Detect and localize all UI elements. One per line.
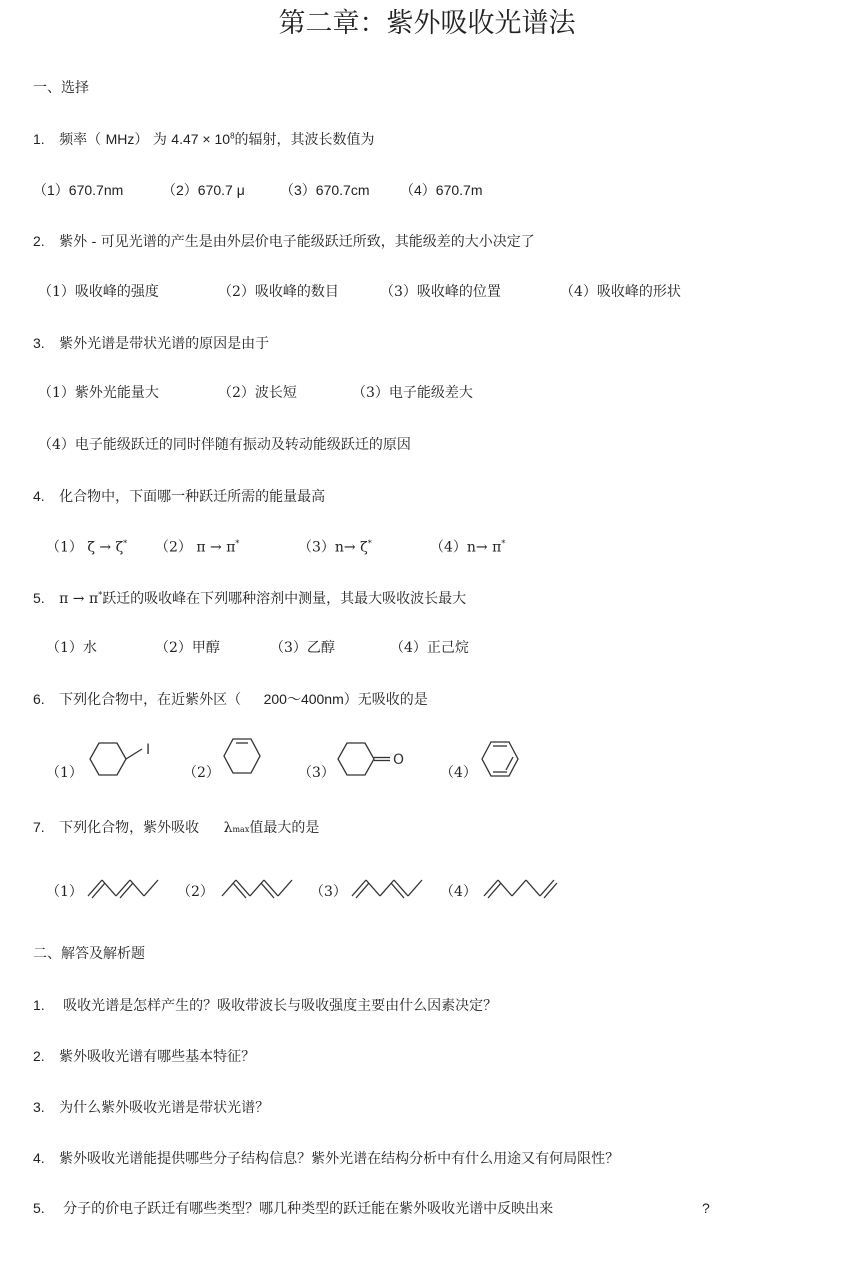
question-mark: ? xyxy=(702,1200,710,1216)
q4-option-1: （1） ζ → ζ* xyxy=(46,539,128,556)
answer-question-3: 3. 为什么紫外吸收光谱是带状光谱？ xyxy=(33,1099,270,1116)
iodine-atom-label: I xyxy=(146,742,151,758)
q5-option-1: （1）水 xyxy=(46,640,97,656)
q7-option-2: （2） xyxy=(177,884,214,900)
frequency-value: 4.47 × 10 xyxy=(171,131,231,147)
question-6: 6. 下列化合物中，在近紫外区（ 200～400nm）无吸收的是 xyxy=(33,691,428,708)
section-heading-choice: 一、选择 xyxy=(33,80,89,96)
polyene-structure-3 xyxy=(352,876,426,900)
question-number: 1. xyxy=(33,131,45,147)
q5-option-2: （2）甲醇 xyxy=(155,640,220,656)
question-1: 1. 频率（ MHz） 为 $4.47 \times 10^8$的辐射，其波长数值为 xyxy=(33,131,375,148)
answer-question-5: 5. 分子的价电子跃迁有哪些类型？哪几种类型的跃迁能在紫外吸收光谱中反映出来 xyxy=(33,1200,554,1217)
question-2: 2. 紫外 - 可见光谱的产生是由外层价电子能级跃迁所致，其能级差的大小决定了 xyxy=(33,233,535,250)
oxygen-atom-label: O xyxy=(393,752,405,768)
q1-option-3: （3）670.7cm xyxy=(280,182,370,198)
polyene-structure-2 xyxy=(222,876,296,900)
q2-option-4: （4）吸收峰的形状 xyxy=(560,284,681,300)
q4-option-3: （3）n→ ζ* xyxy=(298,539,372,556)
answer-question-2: 2. 紫外吸收光谱有哪些基本特征？ xyxy=(33,1048,256,1065)
q6-option-1: （1） xyxy=(46,765,83,781)
q1-option-1: （1）670.7nm xyxy=(33,182,124,198)
page-title: 第二章：紫外吸收光谱法 xyxy=(278,8,576,39)
answer-question-1: 1. 吸收光谱是怎样产生的？吸收带波长与吸收强度主要由什么因素决定？ xyxy=(33,997,498,1014)
polyene-structure-1 xyxy=(88,876,162,900)
q7-option-3: （3） xyxy=(310,884,347,900)
answer-question-4: 4. 紫外吸收光谱能提供哪些分子结构信息？紫外光谱在结构分析中有什么用途又有何局限性？ xyxy=(33,1150,620,1167)
q3-option-4: （4）电子能级跃迁的同时伴随有振动及转动能级跃迁的原因 xyxy=(38,437,411,453)
section-heading-answers: 二、解答及解析题 xyxy=(33,946,145,962)
q2-option-1: （1）吸收峰的强度 xyxy=(38,284,159,300)
q6-option-4: （4） xyxy=(440,765,477,781)
q1-option-2: （2）670.7 μ xyxy=(162,182,245,198)
polyene-structure-4 xyxy=(484,876,558,900)
q2-option-3: （3）吸收峰的位置 xyxy=(380,284,501,300)
q3-option-1: （1）紫外光能量大 xyxy=(38,385,159,401)
iodocyclohexane-structure xyxy=(90,738,160,784)
q2-option-2: （2）吸收峰的数目 xyxy=(218,284,339,300)
q6-option-2: （2） xyxy=(183,765,220,781)
q7-option-4: （4） xyxy=(440,884,477,900)
question-7: 7. 下列化合物，紫外吸收 λmax值最大的是 xyxy=(33,819,320,836)
cyclohexene-structure xyxy=(224,736,264,778)
q1-option-4: （4）670.7m xyxy=(400,182,483,198)
lambda-subscript: max xyxy=(232,825,250,834)
lambda-symbol: λ xyxy=(223,820,233,836)
q3-option-3: （3）电子能级差大 xyxy=(352,385,473,401)
q4-option-4: （4）n→ π* xyxy=(430,539,506,556)
q4-option-2: （2） π → π* xyxy=(155,539,240,556)
q6-option-3: （3） xyxy=(298,765,335,781)
benzene-structure xyxy=(482,740,522,782)
q7-option-1: （1） xyxy=(46,884,83,900)
exponent: 8 xyxy=(230,131,235,141)
unit: MHz） xyxy=(105,131,149,147)
cyclohexanone-structure xyxy=(338,738,418,784)
q5-option-4: （4）正己烷 xyxy=(390,640,469,656)
question-4: 4. 化合物中，下面哪一种跃迁所需的能量最高 xyxy=(33,488,326,505)
question-3: 3. 紫外光谱是带状光谱的原因是由于 xyxy=(33,335,270,352)
question-5: 5. π → π*跃迁的吸收峰在下列哪种溶剂中测量，其最大吸收波长最大 xyxy=(33,590,467,607)
q3-option-2: （2）波长短 xyxy=(218,385,297,401)
q5-option-3: （3）乙醇 xyxy=(270,640,335,656)
